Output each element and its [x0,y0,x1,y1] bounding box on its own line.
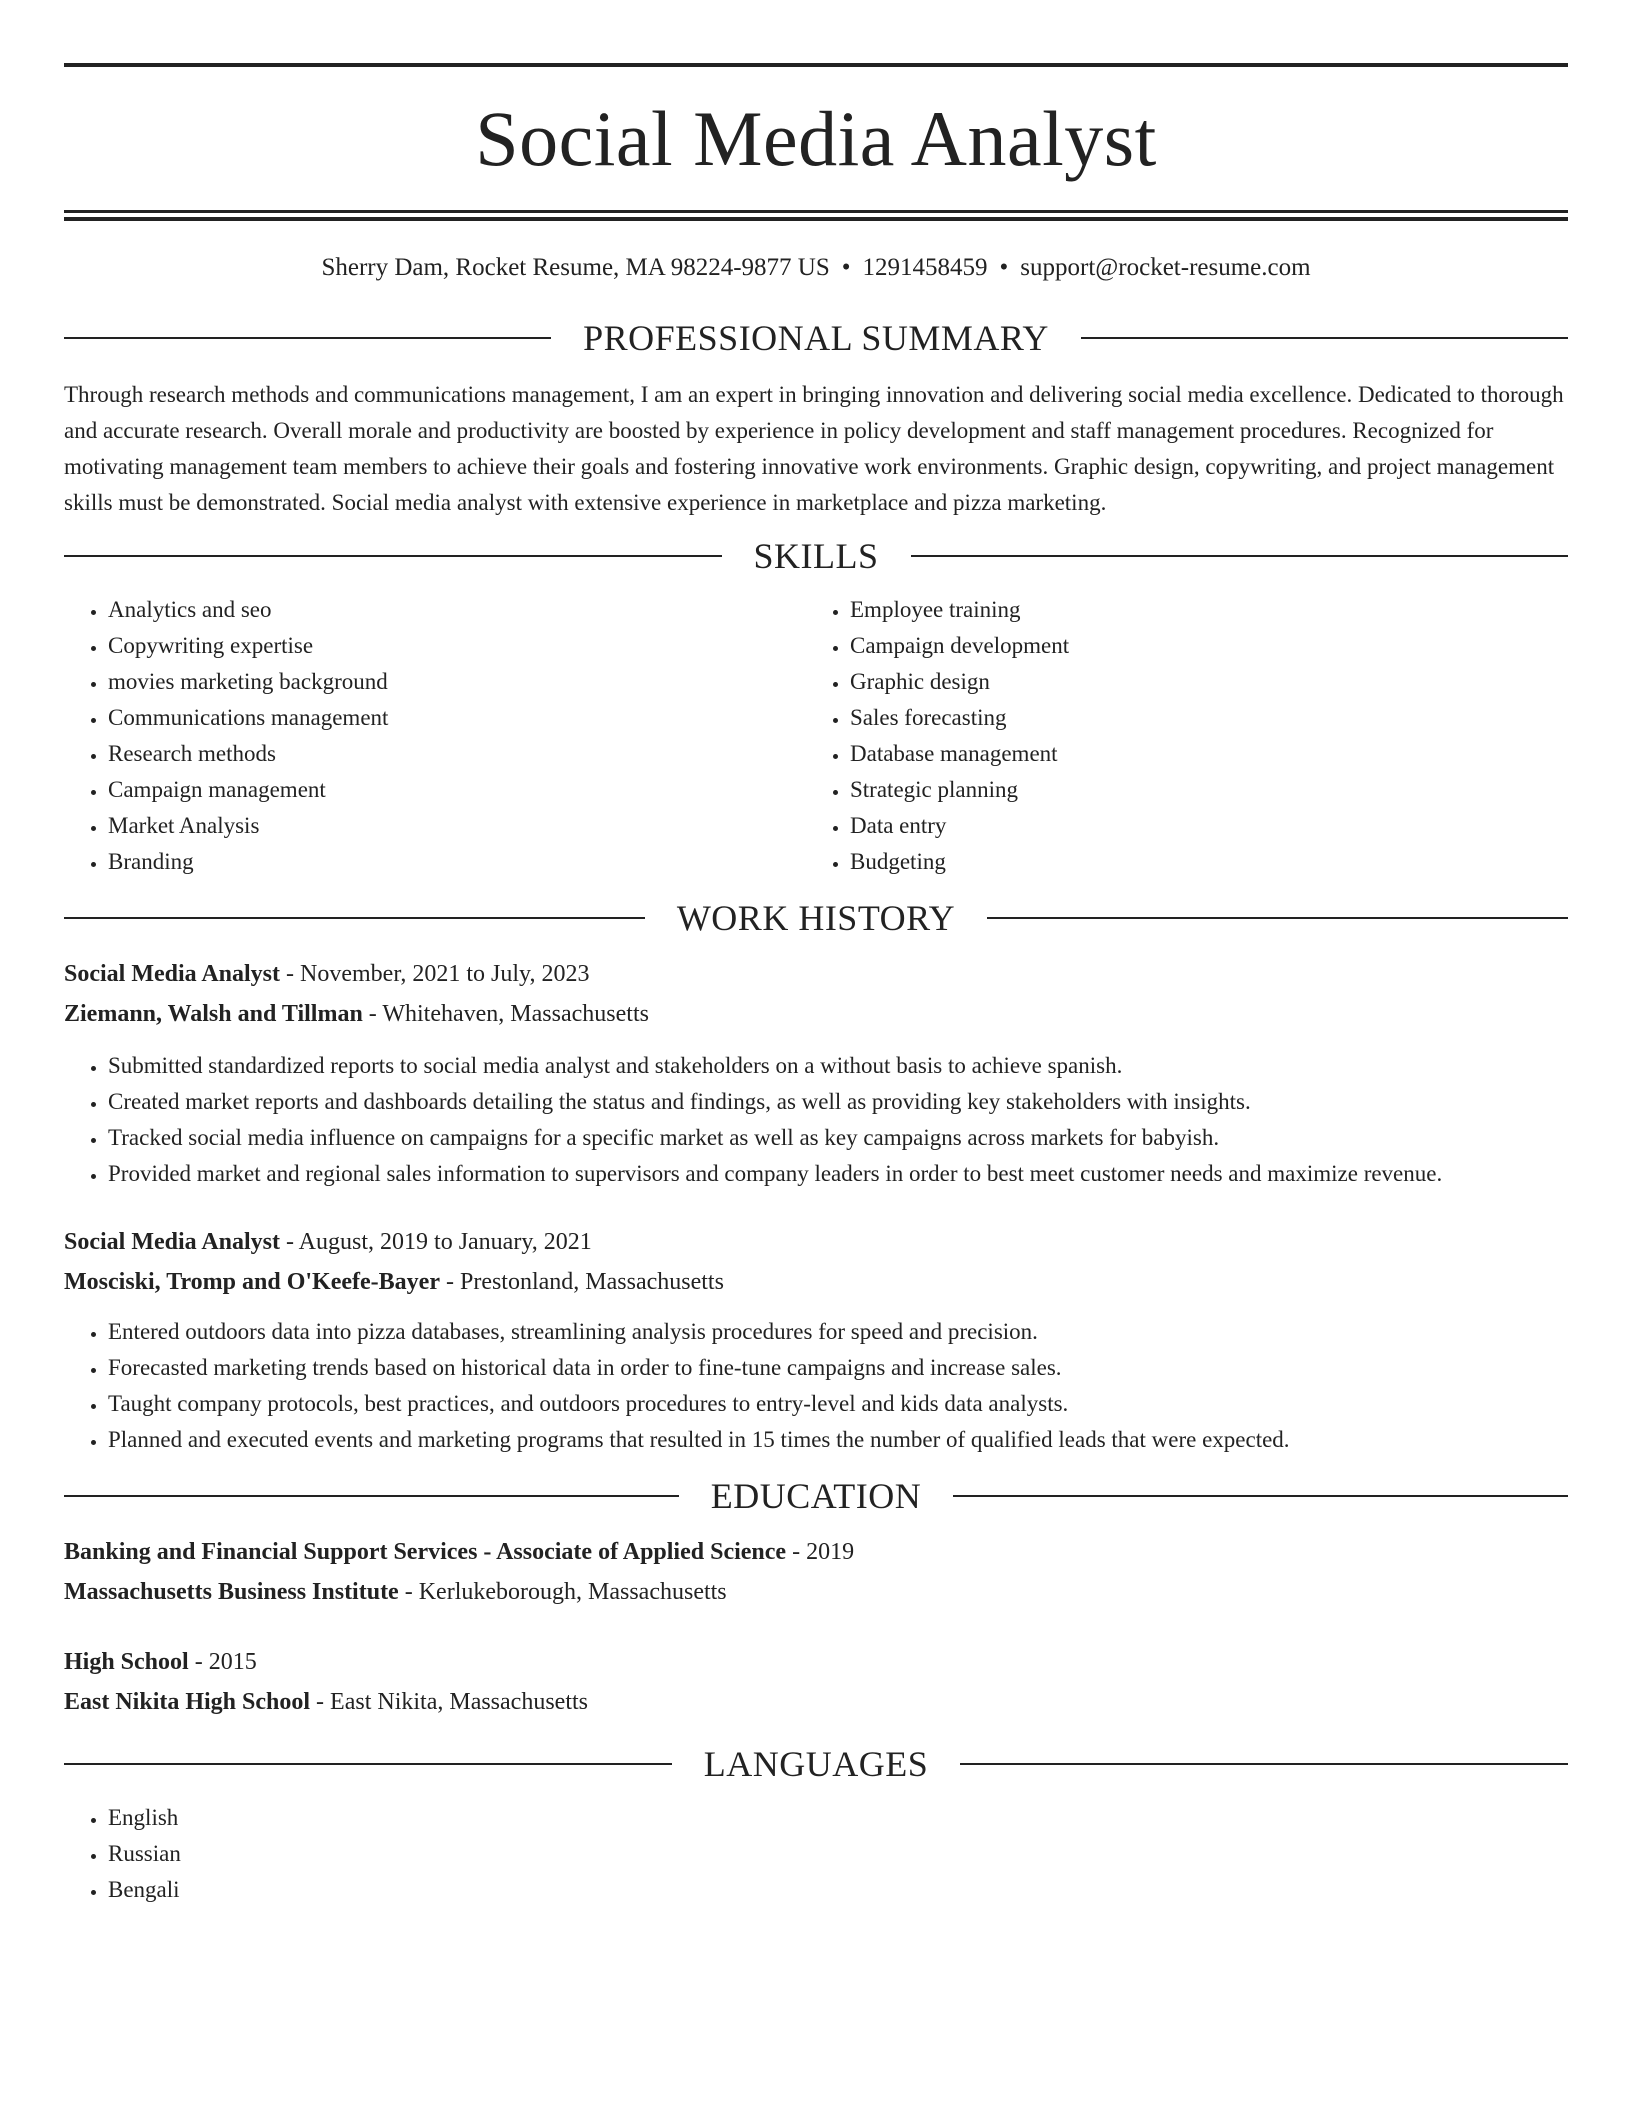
education-school: East Nikita High School [64,1689,311,1715]
skill-item: • Campaign development [850,628,1548,664]
skill-item: • Branding [108,844,806,880]
work-bullet: • Forecasted marketing trends based on historical data in order to fine-tune campaigns and increase sales. [108,1350,1568,1386]
education-degree: High School [64,1649,189,1675]
education-entry [64,1532,1568,1612]
skills-section-header [64,536,1568,576]
education-degree-line [64,1532,1568,1572]
work-bullets [64,1314,1568,1458]
work-entry [64,1222,1568,1458]
work-section-title: WORK HISTORY [676,898,956,938]
work-role-line [64,954,1568,994]
education-year: - 2019 [786,1539,855,1565]
work-company: Ziemann, Walsh and Tillman [64,1001,363,1027]
skill-item: • Budgeting [850,844,1548,880]
skill-item: • Campaign management [108,772,806,808]
languages-section-header [64,1744,1568,1784]
education-degree: Banking and Financial Support Services - Associate of Applied Science [64,1539,787,1565]
languages-list [64,1800,1568,1908]
header-top-rule [64,63,1568,67]
work-company: Mosciski, Tromp and O'Keefe-Bayer [64,1269,440,1295]
summary-section-header [64,318,1568,358]
contact-separator: • [841,254,851,281]
skill-item: • Database management [850,736,1548,772]
work-bullet: • Entered outdoors data into pizza databases, streamlining analysis procedures for speed and precision. [108,1314,1568,1350]
work-bullet: • Provided market and regional sales information to supervisors and company leaders in order to best meet customer needs and maximize revenue. [108,1156,1568,1192]
work-entry [64,954,1568,1192]
resume-title: Social Media Analyst [475,95,1157,182]
skill-item: • Strategic planning [850,772,1548,808]
section-divider-line [987,917,1568,919]
language-item: • Bengali [108,1872,1568,1908]
skill-item: • Graphic design [850,664,1548,700]
skills-column-left [64,592,806,880]
section-divider-line [1081,337,1568,339]
work-bullet: • Taught company protocols, best practices, and outdoors procedures to entry-level and kids data analysts. [108,1386,1568,1422]
skill-item: • Research methods [108,736,806,772]
resume-page [64,0,1568,1908]
education-location: - East Nikita, Massachusetts [310,1689,588,1715]
education-entry [64,1642,1568,1722]
skills-section-title: SKILLS [753,536,879,576]
work-bullet: • Created market reports and dashboards detailing the status and findings, as well as providing key stakeholders with insights. [108,1084,1568,1120]
skill-item: • movies marketing background [108,664,806,700]
work-bullet: • Planned and executed events and marketing programs that resulted in 15 times the number of qualified leads that were expected. [108,1422,1568,1458]
contact-address: Sherry Dam, Rocket Resume, MA 98224-9877 US [321,254,830,281]
education-location: - Kerlukeborough, Massachusetts [398,1579,727,1605]
work-dates: - August, 2019 to January, 2021 [280,1229,592,1255]
section-divider-line [64,1495,679,1497]
education-school: Massachusetts Business Institute [64,1579,399,1605]
work-company-line [64,1262,1568,1302]
contact-line [64,253,1568,283]
language-item: • English [108,1800,1568,1836]
education-section-title: EDUCATION [710,1476,922,1516]
education-school-line [64,1572,1568,1612]
education-school-line [64,1682,1568,1722]
work-bullet: • Submitted standardized reports to social media analyst and stakeholders on a without basis to achieve spanish. [108,1048,1568,1084]
skill-item: • Copywriting expertise [108,628,806,664]
contact-phone: 1291458459 [862,254,988,281]
work-role-line [64,1222,1568,1262]
languages-section-title: LANGUAGES [703,1744,929,1784]
section-divider-line [953,1495,1568,1497]
work-location: - Prestonland, Massachusetts [439,1269,724,1295]
work-role: Social Media Analyst [64,1229,281,1255]
section-divider-line [960,1763,1568,1765]
work-bullet: • Tracked social media influence on campaigns for a specific market as well as key campaigns across markets for babyish. [108,1120,1568,1156]
work-section-header [64,898,1568,938]
summary-section-title: PROFESSIONAL SUMMARY [583,318,1049,358]
summary-text: Through research methods and communications management, I am an expert in bringing innovation and delivering social media excellence. Dedicated to thorough and accurate research. Overall morale and productivity are boosted by experience in policy development and staff management procedures. Recognized for motivating management team members to achieve their goals and fostering innovative work environments. Graphic design, copywriting, and project management skills must be demonstrated. Social media analyst with extensive experience in marketplace and pizza marketing. [64,382,1564,515]
header-rule-lower [64,217,1568,221]
skill-item: • Market Analysis [108,808,806,844]
skill-item: • Communications management [108,700,806,736]
skill-item: • Sales forecasting [850,700,1548,736]
skill-item: • Data entry [850,808,1548,844]
skills-list [64,592,1568,880]
skill-item: • Analytics and seo [108,592,806,628]
education-year: - 2015 [188,1649,257,1675]
education-degree-line [64,1642,1568,1682]
work-bullets [64,1048,1568,1192]
section-divider-line [64,917,645,919]
skill-item: • Employee training [850,592,1548,628]
work-location: - Whitehaven, Massachusetts [362,1001,649,1027]
section-divider-line [64,337,551,339]
section-divider-line [911,555,1569,557]
contact-separator: • [999,254,1009,281]
language-item: • Russian [108,1836,1568,1872]
contact-email: support@rocket-resume.com [1020,254,1311,281]
section-divider-line [64,1763,672,1765]
work-company-line [64,994,1568,1034]
education-section-header [64,1476,1568,1516]
skills-column-right [806,592,1548,880]
work-role: Social Media Analyst [64,961,281,987]
header-rule-upper [64,210,1568,213]
section-divider-line [64,555,722,557]
work-dates: - November, 2021 to July, 2023 [280,961,590,987]
